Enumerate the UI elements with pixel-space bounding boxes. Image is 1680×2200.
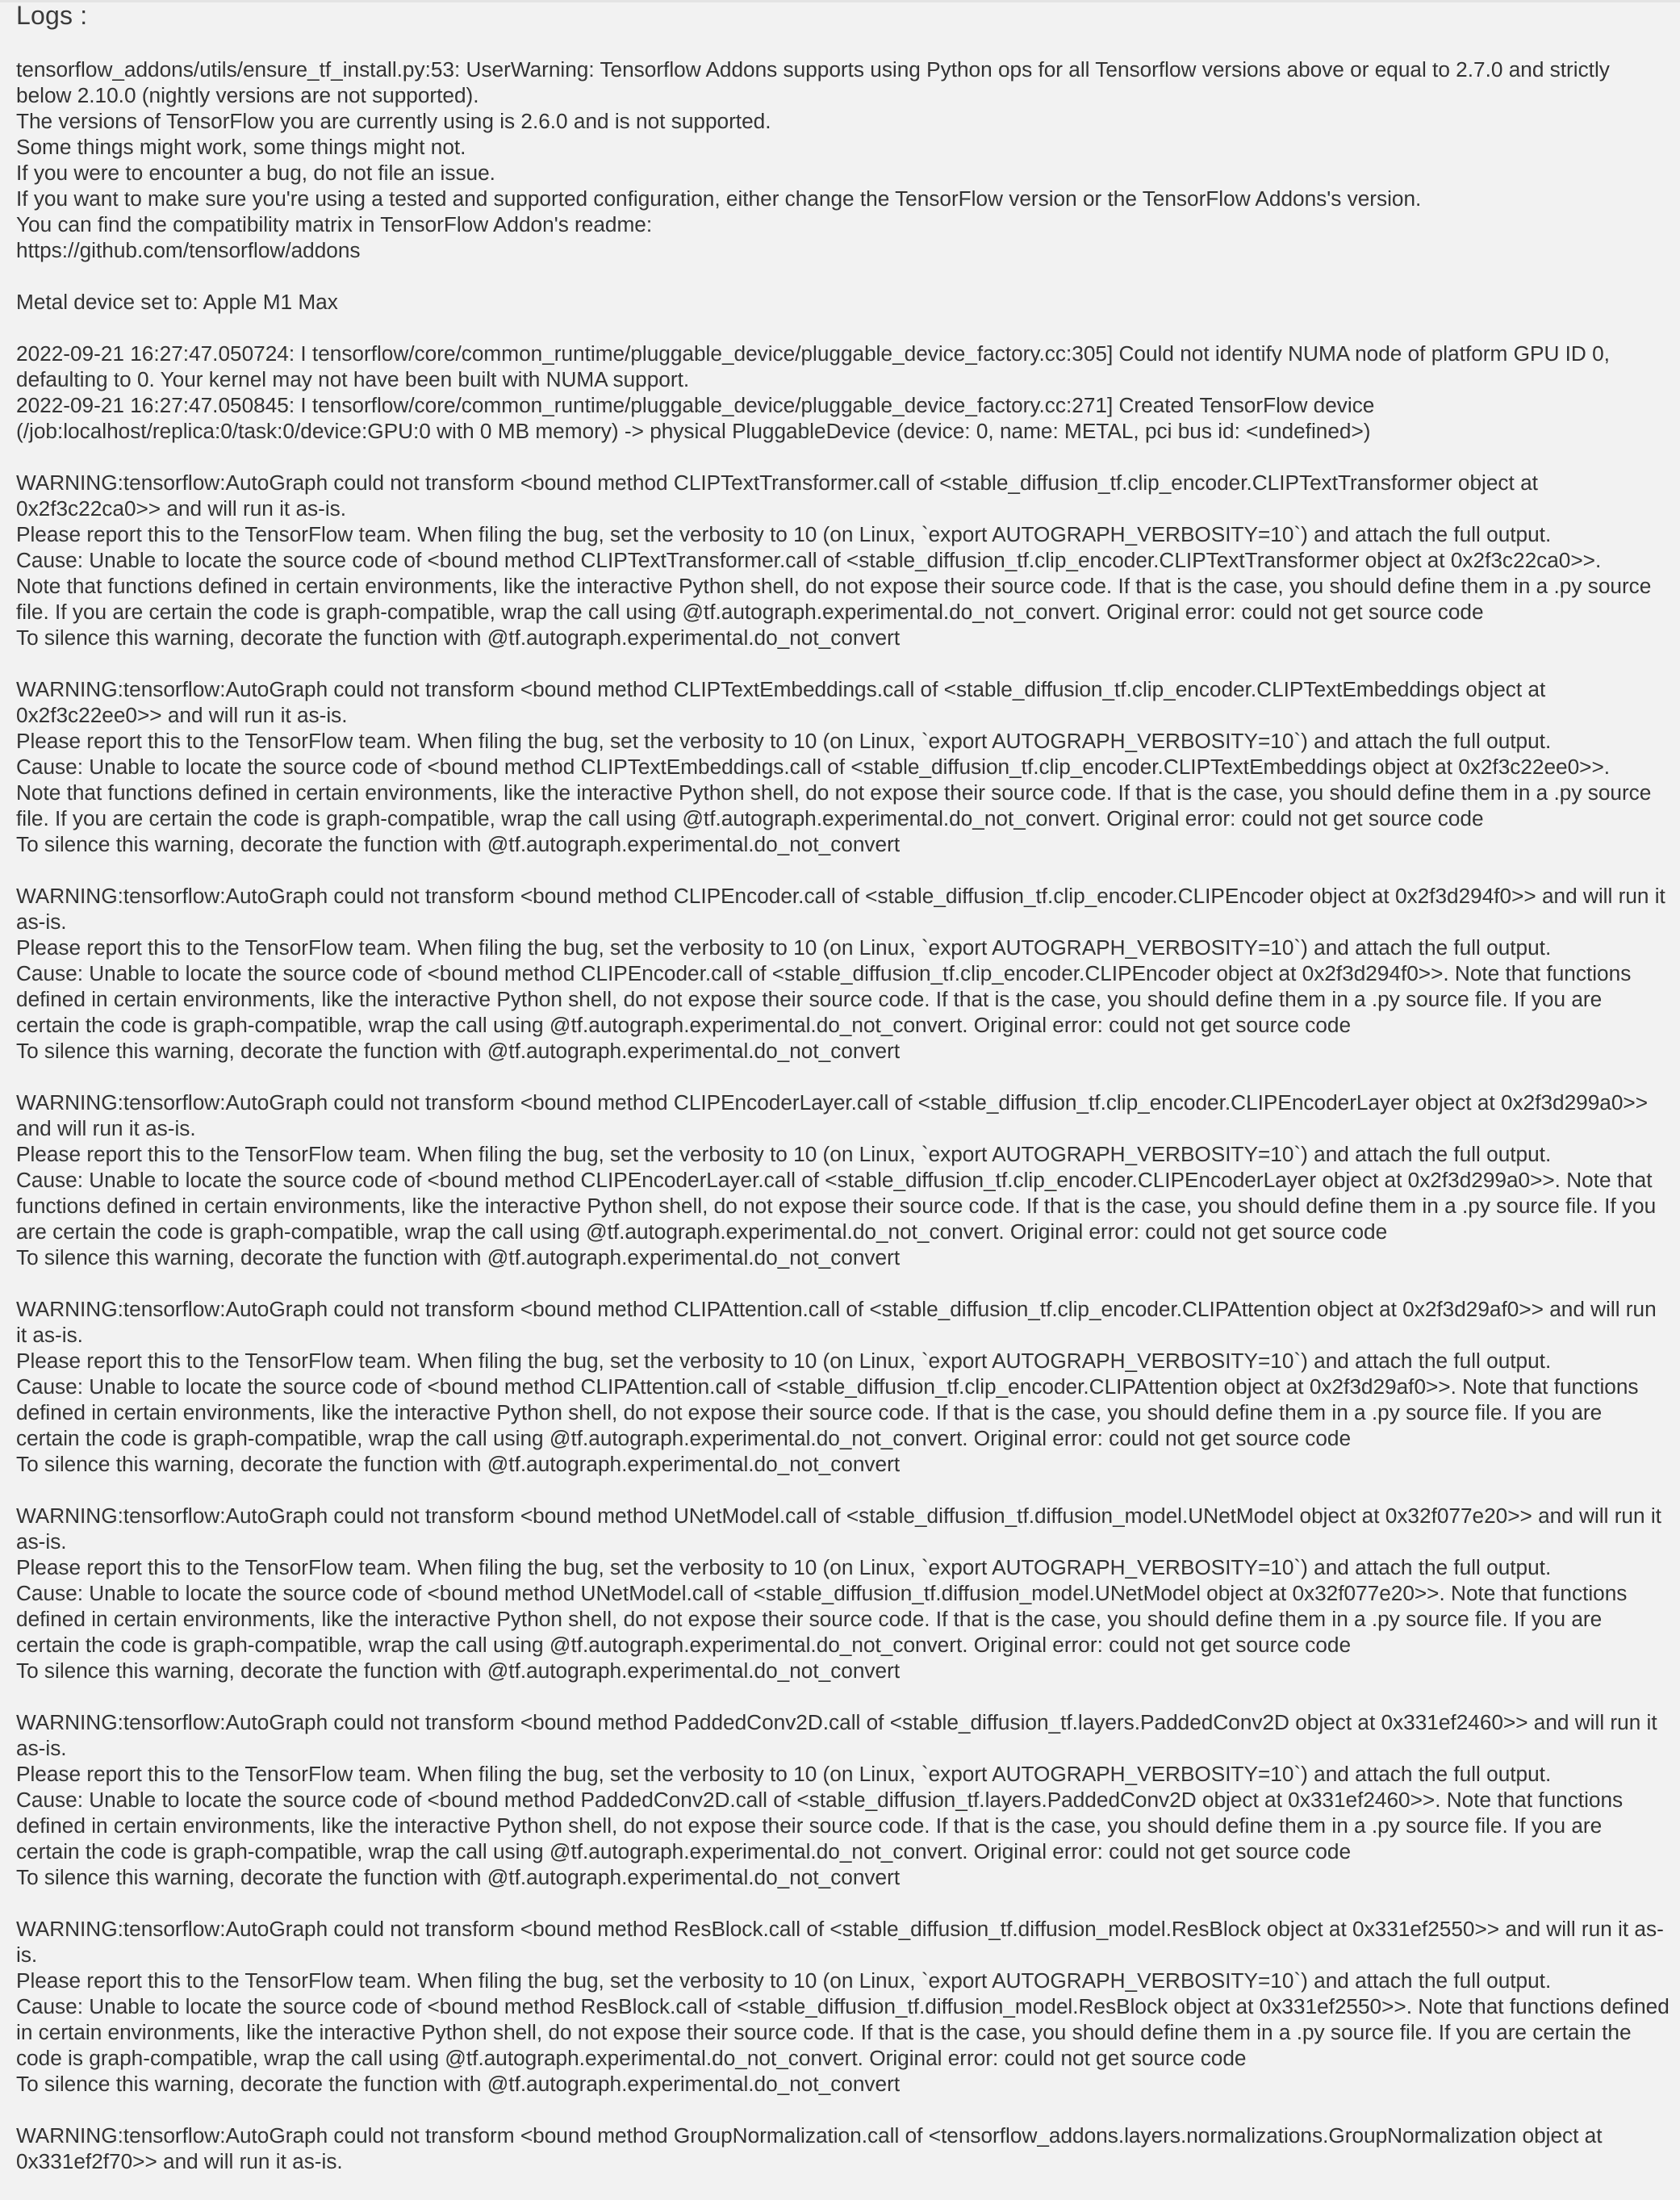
log-line: Some things might work, some things might not. [16, 135, 466, 159]
log-line: https://github.com/tensorflow/addons [16, 238, 361, 262]
log-line: Please report this to the TensorFlow team. When filing the bug, set the verbosity to 10 (on Linux, `export AUTOGRAPH_VERBOSITY=10`) and attach the full output. [16, 1762, 1552, 1786]
log-line: If you want to make sure you're using a tested and supported configuration, either change the TensorFlow version or the TensorFlow Addons's version. [16, 186, 1422, 211]
log-entry [16, 1296, 1670, 1477]
log-line: WARNING:tensorflow:AutoGraph could not transform <bound method CLIPEncoderLayer.call of <stable_diffusion_tf.clip_encoder.CLIPEncoderLayer object at 0x2f3d299a0>> and will run it as-is. [16, 1090, 1649, 1140]
log-line: 2022-09-21 16:27:47.050724: I tensorflow/core/common_runtime/pluggable_device/pluggable_device_factory.cc:305] Could not identify NUMA node of platform GPU ID 0, defaulting to 0. Your kernel may not have been built with NUMA support. [16, 341, 1610, 391]
log-line: Cause: Unable to locate the source code of <bound method CLIPEncoder.call of <stable_diffusion_tf.clip_encoder.CLIPEncoder object at 0x2f3d294f0>>. Note that functions defined in certain environments, like the interactive Python shell, do not expose their source code. If that is the case, you should define them in a .py source file. If you are certain the code is graph-compatible, wrap the call using @tf.autograph.experimental.do_not_convert. Original error: could not get source code [16, 961, 1632, 1037]
log-line: Cause: Unable to locate the source code of <bound method PaddedConv2D.call of <stable_diffusion_tf.layers.PaddedConv2D object at 0x331ef2460>>. Note that functions defined in certain environments, like the interactive Python shell, do not expose their source code. If that is the case, you should define them in a .py source file. If you are certain the code is graph-compatible, wrap the call using @tf.autograph.experimental.do_not_convert. Original error: could not get source code [16, 1788, 1624, 1863]
log-entry [16, 1090, 1670, 1270]
log-line: Note that functions defined in certain environments, like the interactive Python shell, do not expose their source code. If that is the case, you should define them in a .py source file. If you are certain the code is graph-compatible, wrap the call using @tf.autograph.experimental.do_not_convert. Original error: could not get source code [16, 574, 1652, 624]
log-entry [16, 1503, 1670, 1683]
log-line: Cause: Unable to locate the source code of <bound method CLIPEncoderLayer.call of <stable_diffusion_tf.clip_encoder.CLIPEncoderLayer object at 0x2f3d299a0>>. Note that functions defined in certain environments, like the interactive Python shell, do not expose their source code. If that is the case, you should define them in a .py source file. If you are certain the code is graph-compatible, wrap the call using @tf.autograph.experimental.do_not_convert. Original error: could not get source code [16, 1168, 1657, 1244]
log-entry [16, 470, 1670, 650]
log-line: To silence this warning, decorate the function with @tf.autograph.experimental.do_not_convert [16, 1865, 901, 1889]
log-line: WARNING:tensorflow:AutoGraph could not transform <bound method CLIPAttention.call of <stable_diffusion_tf.clip_encoder.CLIPAttention object at 0x2f3d29af0>> and will run it as-is. [16, 1297, 1657, 1347]
log-line: You can find the compatibility matrix in TensorFlow Addon's readme: [16, 212, 653, 236]
log-line: tensorflow_addons/utils/ensure_tf_install.py:53: UserWarning: Tensorflow Addons supports using Python ops for all Tensorflow versions above or equal to 2.7.0 and strictly below 2.10.0 (nightly versions are not supported). [16, 57, 1610, 107]
log-entry [16, 883, 1670, 1064]
log-line: Please report this to the TensorFlow team. When filing the bug, set the verbosity to 10 (on Linux, `export AUTOGRAPH_VERBOSITY=10`) and attach the full output. [16, 522, 1552, 546]
log-entry [16, 56, 1670, 263]
log-line: Cause: Unable to locate the source code of <bound method UNetModel.call of <stable_diffusion_tf.diffusion_model.UNetModel object at 0x32f077e20>>. Note that functions defined in certain environments, like the interactive Python shell, do not expose their source code. If that is the case, you should define them in a .py source file. If you are certain the code is graph-compatible, wrap the call using @tf.autograph.experimental.do_not_convert. Original error: could not get source code [16, 1581, 1628, 1657]
log-line: Please report this to the TensorFlow team. When filing the bug, set the verbosity to 10 (on Linux, `export AUTOGRAPH_VERBOSITY=10`) and attach the full output. [16, 1555, 1552, 1579]
log-line: WARNING:tensorflow:AutoGraph could not transform <bound method ResBlock.call of <stable_diffusion_tf.diffusion_model.ResBlock object at 0x331ef2550>> and will run it as-is. [16, 1917, 1664, 1967]
log-line: Please report this to the TensorFlow team. When filing the bug, set the verbosity to 10 (on Linux, `export AUTOGRAPH_VERBOSITY=10`) and attach the full output. [16, 1968, 1552, 1993]
logs-panel [16, 0, 1670, 2200]
log-line: WARNING:tensorflow:AutoGraph could not transform <bound method GroupNormalization.call of <tensorflow_addons.layers.normalizations.GroupNormalization object at 0x331ef2f70>> and will run it as-is. [16, 2123, 1603, 2173]
log-line: Please report this to the TensorFlow team. When filing the bug, set the verbosity to 10 (on Linux, `export AUTOGRAPH_VERBOSITY=10`) and attach the full output. [16, 1349, 1552, 1373]
log-entry [16, 676, 1670, 857]
log-line: 2022-09-21 16:27:47.050845: I tensorflow/core/common_runtime/pluggable_device/pluggable_device_factory.cc:271] Created TensorFlow device (/job:localhost/replica:0/task:0/device:GPU:0 with 0 MB memory) -> physical PluggableDevice (device: 0, name: METAL, pci bus id: <undefined>) [16, 393, 1375, 443]
log-line: Note that functions defined in certain environments, like the interactive Python shell, do not expose their source code. If that is the case, you should define them in a .py source file. If you are certain the code is graph-compatible, wrap the call using @tf.autograph.experimental.do_not_convert. Original error: could not get source code [16, 780, 1652, 830]
log-line: Please report this to the TensorFlow team. When filing the bug, set the verbosity to 10 (on Linux, `export AUTOGRAPH_VERBOSITY=10`) and attach the full output. [16, 729, 1552, 753]
log-line: To silence this warning, decorate the function with @tf.autograph.experimental.do_not_convert [16, 625, 901, 650]
log-line: WARNING:tensorflow:AutoGraph could not transform <bound method CLIPTextTransformer.call of <stable_diffusion_tf.clip_encoder.CLIPTextTransformer object at 0x2f3c22ca0>> and will run it as-is. [16, 471, 1538, 521]
log-output[interactable] [16, 56, 1670, 2174]
log-line: Metal device set to: Apple M1 Max [16, 290, 338, 314]
log-line: To silence this warning, decorate the function with @tf.autograph.experimental.do_not_convert [16, 2072, 901, 2096]
log-line: To silence this warning, decorate the function with @tf.autograph.experimental.do_not_convert [16, 1452, 901, 1476]
log-line: Cause: Unable to locate the source code of <bound method ResBlock.call of <stable_diffusion_tf.diffusion_model.ResBlock object at 0x331ef2550>>. Note that functions defined in certain environments, like the interactive Python shell, do not expose their source code. If that is the case, you should define them in a .py source file. If you are certain the code is graph-compatible, wrap the call using @tf.autograph.experimental.do_not_convert. Original error: could not get source code [16, 1994, 1670, 2070]
log-line: To silence this warning, decorate the function with @tf.autograph.experimental.do_not_convert [16, 1658, 901, 1683]
log-line: To silence this warning, decorate the function with @tf.autograph.experimental.do_not_convert [16, 1039, 901, 1063]
log-entry [16, 1916, 1670, 2097]
log-line: The versions of TensorFlow you are currently using is 2.6.0 and is not supported. [16, 109, 771, 133]
log-line: Please report this to the TensorFlow team. When filing the bug, set the verbosity to 10 (on Linux, `export AUTOGRAPH_VERBOSITY=10`) and attach the full output. [16, 1142, 1552, 1166]
log-line: WARNING:tensorflow:AutoGraph could not transform <bound method CLIPTextEmbeddings.call of <stable_diffusion_tf.clip_encoder.CLIPTextEmbeddings object at 0x2f3c22ee0>> and will run it as-is. [16, 677, 1546, 727]
log-line: WARNING:tensorflow:AutoGraph could not transform <bound method CLIPEncoder.call of <stable_diffusion_tf.clip_encoder.CLIPEncoder object at 0x2f3d294f0>> and will run it as-is. [16, 884, 1665, 934]
log-line: WARNING:tensorflow:AutoGraph could not transform <bound method PaddedConv2D.call of <stable_diffusion_tf.layers.PaddedConv2D object at 0x331ef2460>> and will run it as-is. [16, 1710, 1657, 1760]
log-line: WARNING:tensorflow:AutoGraph could not transform <bound method UNetModel.call of <stable_diffusion_tf.diffusion_model.UNetModel object at 0x32f077e20>> and will run it as-is. [16, 1504, 1661, 1554]
log-line: To silence this warning, decorate the function with @tf.autograph.experimental.do_not_convert [16, 832, 901, 856]
log-entry [16, 289, 1670, 315]
log-line: Cause: Unable to locate the source code of <bound method CLIPTextTransformer.call of <stable_diffusion_tf.clip_encoder.CLIPTextTransformer object at 0x2f3c22ca0>>. [16, 548, 1602, 572]
log-entry [16, 1709, 1670, 1890]
log-line: Cause: Unable to locate the source code of <bound method CLIPTextEmbeddings.call of <stable_diffusion_tf.clip_encoder.CLIPTextEmbeddings object at 0x2f3c22ee0>>. [16, 755, 1611, 779]
log-entry [16, 2123, 1670, 2174]
log-line: Please report this to the TensorFlow team. When filing the bug, set the verbosity to 10 (on Linux, `export AUTOGRAPH_VERBOSITY=10`) and attach the full output. [16, 935, 1552, 960]
logs-title: Logs : [16, 1, 88, 30]
log-entry [16, 341, 1670, 444]
log-line: If you were to encounter a bug, do not file an issue. [16, 161, 495, 185]
log-line: Cause: Unable to locate the source code of <bound method CLIPAttention.call of <stable_diffusion_tf.clip_encoder.CLIPAttention object at 0x2f3d29af0>>. Note that functions defined in certain environments, like the interactive Python shell, do not expose their source code. If that is the case, you should define them in a .py source file. If you are certain the code is graph-compatible, wrap the call using @tf.autograph.experimental.do_not_convert. Original error: could not get source code [16, 1374, 1639, 1450]
log-line: To silence this warning, decorate the function with @tf.autograph.experimental.do_not_convert [16, 1245, 901, 1269]
